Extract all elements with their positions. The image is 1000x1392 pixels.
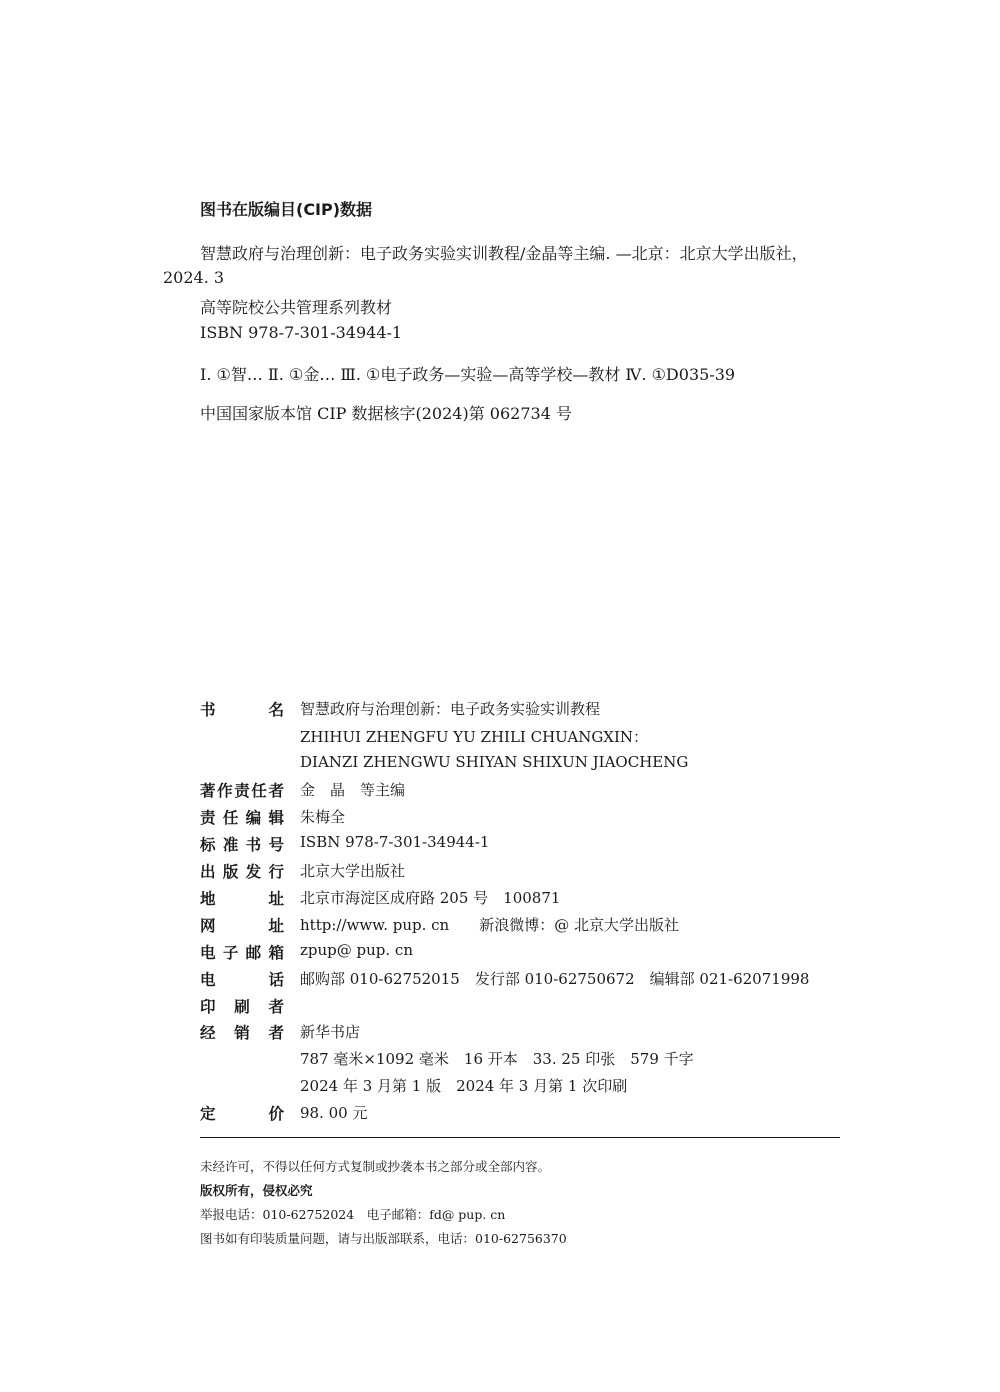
distributor-label: 经 销 者 — [200, 1024, 284, 1042]
cip-record: 中国国家版本馆 CIP 数据核字(2024)第 062734 号 — [200, 404, 572, 423]
publisher-value: 北京大学出版社 — [300, 862, 406, 880]
book-title-pinyin-1: ZHIHUI ZHENGFU YU ZHILI CHUANGXIN： — [300, 728, 649, 746]
address-label: 地 址 — [200, 890, 284, 908]
price-label: 定 价 — [200, 1105, 284, 1123]
website-label: 网 址 — [200, 917, 284, 935]
website-value: http://www. pup. cn 新浪微博：@ 北京大学出版社 — [300, 916, 679, 934]
email-label: 电子邮箱 — [200, 944, 284, 962]
price-value: 98. 00 元 — [300, 1104, 368, 1122]
author-label: 著作责任者 — [200, 782, 284, 800]
editor-label: 责任编辑 — [200, 809, 284, 827]
notice-rights: 版权所有，侵权必究 — [200, 1183, 313, 1198]
cip-date: 2024. 3 — [163, 268, 225, 287]
notice-report: 举报电话：010-62752024 电子邮箱：fd@ pup. cn — [200, 1207, 506, 1222]
isbn-value: ISBN 978-7-301-34944-1 — [300, 833, 490, 851]
distributor-value: 新华书店 — [300, 1023, 361, 1041]
book-title-value: 智慧政府与治理创新：电子政务实验实训教程 — [300, 700, 601, 718]
address-value: 北京市海淀区成府路 205 号 100871 — [300, 889, 561, 907]
book-title-pinyin-2: DIANZI ZHENGWU SHIYAN SHIXUN JIAOCHENG — [300, 753, 689, 771]
cip-heading: 图书在版编目(CIP)数据 — [200, 200, 373, 219]
cip-isbn: ISBN 978-7-301-34944-1 — [200, 323, 403, 342]
cip-classification: Ⅰ. ①智… Ⅱ. ①金… Ⅲ. ①电子政务—实验—高等学校—教材 Ⅳ. ①D035-39 — [200, 365, 736, 384]
divider-rule — [200, 1137, 840, 1138]
phone-label: 电 话 — [200, 971, 284, 989]
email-value: zpup@ pup. cn — [300, 941, 413, 959]
printer-label: 印 刷 者 — [200, 998, 284, 1016]
book-title-label: 书 名 — [200, 701, 284, 719]
notice-no-copy: 未经许可，不得以任何方式复制或抄袭本书之部分或全部内容。 — [200, 1159, 551, 1174]
editor-value: 朱梅全 — [300, 808, 346, 826]
phone-value: 邮购部 010-62752015 发行部 010-62750672 编辑部 021-62071998 — [300, 970, 810, 988]
isbn-label: 标准书号 — [200, 836, 284, 854]
cip-title-line: 智慧政府与治理创新：电子政务实验实训教程/金晶等主编. —北京：北京大学出版社， — [200, 244, 808, 263]
cip-series: 高等院校公共管理系列教材 — [200, 298, 393, 317]
book-edition: 2024 年 3 月第 1 版 2024 年 3 月第 1 次印刷 — [300, 1077, 628, 1095]
notice-quality: 图书如有印装质量问题，请与出版部联系，电话：010-62756370 — [200, 1231, 567, 1246]
publisher-label: 出版发行 — [200, 863, 284, 881]
author-value: 金 晶 等主编 — [300, 781, 406, 799]
book-format: 787 毫米×1092 毫米 16 开本 33. 25 印张 579 千字 — [300, 1050, 694, 1068]
